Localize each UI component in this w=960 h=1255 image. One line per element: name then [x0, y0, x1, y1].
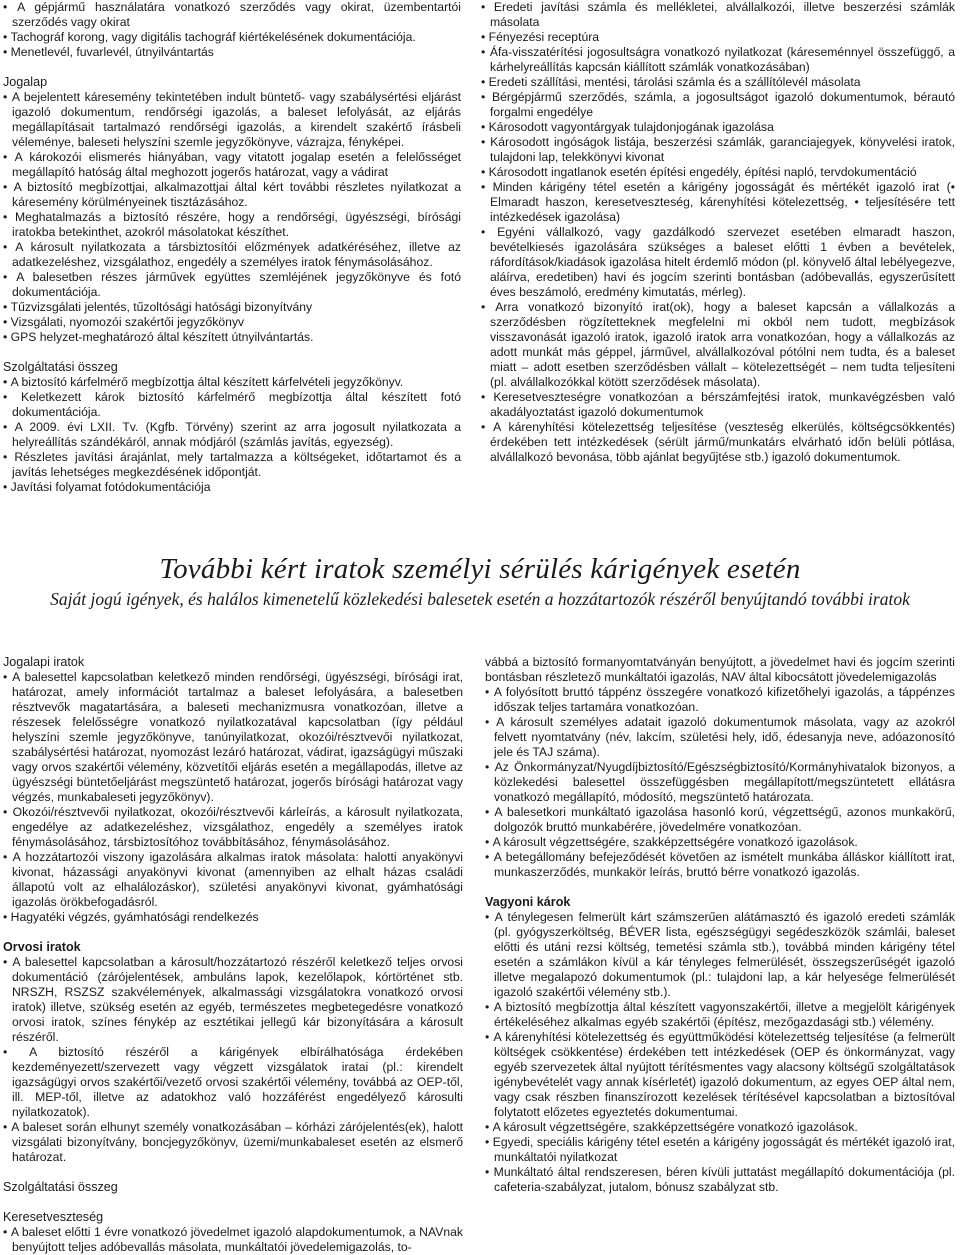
list-item: • A balesettel kapcsolatban a károsult/hozzátartozó részéről keletkező teljes orvosi dokumentáció (zárójelentések, ambuláns lapok, kezelőlapok, kórtörténet stb. NRSZH, RSZSZ szakvélemények, alkalmassági vizsgálatokra vonatkozó orvosi iratok) illetve, szükség esetén az egyéb, természetes megbetegedésre vonatkozó orvosi iratok, színes fénykép az esztétikai jellegű kár bizonyítására a károsult részéről.: [3, 955, 463, 1045]
list-item: • Tűzvizsgálati jelentés, tűzoltósági hatósági bizonyítvány: [3, 300, 461, 315]
bottom-right-column: [485, 655, 955, 1195]
list-item: • Egyéni vállalkozó, vagy gazdálkodó szervezet esetében elmaradt haszon, bevételkiesés igazolására szükséges a baleset előtti 1 évben a bevételek, ráfordítások/kiadások igazolása hitelt érdemlő módon (pl. könyvelő által lebélyegezve, aláírva, eredetiben) havi és jogcím szerinti bontásban (adóbevallás, egyszerűsített éves beszámoló, eredmény kimutatás, mérleg).: [481, 225, 955, 300]
list-item: • Arra vonatkozó bizonyító irat(ok), hogy a baleset kapcsán a vállalkozás a szerződésben rögzítetteknek megfelelni mi okból nem tudott, megbízások visszavonását igazoló iratok, igazoló iratok arra vonatkozóan, hogy a vállalkozás az adott munkát más géppel, járművel, alvállalkozóval pótólni nem tudta, és a baleset miatt – adott esetben szerződésben vállalt – kötelezettségét – nem tudta teljesíteni (pl. alvállalkozókkal kötött szerződések másolata).: [481, 300, 955, 390]
list-item: • A károsult végzettségére, szakképzettségére vonatkozó igazolások.: [485, 835, 955, 850]
list-item: • Munkáltató által rendszeresen, béren kívüli juttatást megállapító dokumentációja (pl. cafeteria-szabályzat, jutalom, bónusz szabályzat stb.: [485, 1165, 955, 1195]
list-item: • Vizsgálati, nyomozói szakértői jegyzőkönyv: [3, 315, 461, 330]
list-item: • A ténylegesen felmerült kárt számszerűen alátámasztó és igazoló eredeti számlák (pl. gyógyszerköltség, BÉVER lista, egészségügyi segédeszközök számlái, baleset előtti és utáni rezsi költség, temetési számla stb.), továbbá minden kárigény tétel esetén a számlákon kívül a kár tényleges felmerülését, összegszerűségét igazoló illetve megalapozó dokumentumok (pl.: tulajdoni lap, a kár helyesége felmerülését igazoló szakértői vélemény stb.).: [485, 910, 955, 1000]
list-item: • Áfa-visszatérítési jogosultságra vonatkozó nyilatkozat (káreseménnyel összefüggő, a kárhelyreállítás kapcsán kiállított számlák vonatkozásában): [481, 45, 955, 75]
list-item: • A balesetkori munkáltató igazolása hasonló korú, végzettségű, azonos munkakörű, dolgozók bruttó munkabérére, jövedelmére vonatkozóan.: [485, 805, 955, 835]
list-item: • Bérgépjármű szerződés, számla, a jogosultságot igazoló dokumentumok, bérautó forgalmi engedélye: [481, 90, 955, 120]
list-item: • A baleset során elhunyt személy vonatkozásában – kórházi zárójelentés(ek), halott vizsgálati bizonyítvány, boncjegyzőkönyv, üzemi/munkabaleset esetén az elsmerő határozat.: [3, 1120, 463, 1165]
list-item: • Az Önkormányzat/Nyugdíjbiztosító/Egészségbiztosító/Kormányhivatalok bizonyos, a közlekedési balesettel összefüggésben megállapított/megszüntetett ellátásra vonatkozó megállapító, módosító, megszüntető határozata.: [485, 760, 955, 805]
list-item: • A biztosító megbízottja által készített vagyonszakértői, illetve a megjelölt kárigények értékeléséhez alkalmas egyéb szakértői (építész, mezőgazdasági stb.) vélemény.: [485, 1000, 955, 1030]
top-right-column: [481, 0, 955, 465]
list-item: • A balesetben részes járművek együttes szemléjének jegyzőkönyve és fotó dokumentációja.: [3, 270, 461, 300]
section-title: További kért iratok személyi sérülés kárigények esetén: [159, 553, 801, 585]
list-item: • Okozói/résztvevői nyilatkozat, okozói/résztvevői kárleírás, a károsult nyilatkozata, engedélye az adatkezeléshez, vizsgálathoz, engedély a személyes iratok fénymásolásához, társbiztosítóhoz továbbításához, fénymásolásához.: [3, 805, 463, 850]
list-item: • Károsodott ingóságok listája, beszerzési számlák, garanciajegyek, könyvelési iratok, tulajdoni lap, telekkönyvi kivonat: [481, 135, 955, 165]
list-item: • A folyósított bruttó táppénz összegére vonatkozó kifizetőhelyi igazolás, a táppénzes időszak teljes tartamára vonatkozóan.: [485, 685, 955, 715]
list-item: • Fényezési receptúra: [481, 30, 955, 45]
list-item: • Meghatalmazás a biztosító részére, hogy a rendőrségi, ügyészségi, bírósági iratokba betekinthet, azokról másolatokat készíthet.: [3, 210, 461, 240]
top-left-column: [3, 0, 461, 495]
list-item: • Hagyatéki végzés, gyámhatósági rendelkezés: [3, 910, 463, 925]
paragraph: vábbá a biztosító formanyomtatványán benyújtott, a jövedelmet havi és jogcím szerinti bontásban részletező munkáltatói igazolás, NAV által kibocsátott jövedelemigazolás: [485, 655, 955, 684]
section-title-block: [0, 552, 960, 610]
list-item: • Keletkezett károk biztosító kárfelmérő megbízottja által készített fotó dokumentációja.: [3, 390, 461, 420]
section-heading: Jogalap: [3, 75, 48, 89]
list-item: • A balesettel kapcsolatban keletkező minden rendőrségi, ügyészségi, bírósági irat, határozat, amely információt tartalmaz a baleset lefolyására, a balesetben résztvevők magatartására, a baleseti mechanizmusra vonatkozóan, illetve a részesek felelősségre vonatkozó nyilatkozatával kapcsolatban (így például helyszíni szemle jegyzőkönyve, tanúnyilatkozat, okozói/résztvevői nyilatkozat, szabálysértési határozat, nyomozást lezáró határozat, vádirat, igazságügyi műszaki vagy orvos szakértői vélemény, közvetítői eljárás esetén a megállapodás, illetve az ügyészségi büntetőeljárást megszüntető határozat, jogerős bírósági határozat vagy végzés, munkabaleseti jegyzőkönyv).: [3, 670, 463, 805]
list-item: • Károsodott vagyontárgyak tulajdonjogának igazolása: [481, 120, 955, 135]
list-item: • Tachográf korong, vagy digitális tachográf kiértékelésének dokumentációja.: [3, 30, 461, 45]
list-item: • A biztosító kárfelmérő megbízottja által készített kárfelvételi jegyzőkönyv.: [3, 375, 461, 390]
section-heading: Vagyoni károk: [485, 895, 571, 909]
list-item: • Egyedi, speciális kárigény tétel esetén a kárigény jogosságát és mértékét igazoló irat, munkáltatói nyilatkozat: [485, 1135, 955, 1165]
list-item: • A betegállomány befejeződését követően az ismételt munkába álláskor kiállított irat, munkaszerződés, munkakör leírás, bruttó bérre vonatkozó igazolás.: [485, 850, 955, 880]
list-item: • A hozzátartozói viszony igazolására alkalmas iratok másolata: halotti anyakönyvi kivonat, házassági anyakönyvi kivonat (amennyiben az elhalt házas családi állapotú volt az elhalálozáskor), születési anyakönyvi kivonat, gyámhatósági igazolás örökbefogadásról.: [3, 850, 463, 910]
list-item: • GPS helyzet-meghatározó által készített útnyilvántartás.: [3, 330, 461, 345]
list-item: • Eredeti javítási számla és mellékletei, alvállalkozói, illetve beszerzési számlák másolata: [481, 0, 955, 30]
list-item: • Menetlevél, fuvarlevél, útnyilvántartás: [3, 45, 461, 60]
section-heading: Jogalapi iratok: [3, 655, 85, 669]
section-heading: Szolgáltatási összeg: [3, 1180, 118, 1194]
list-item: • A károkozói elismerés hiányában, vagy vitatott jogalap esetén a felelősséget megállapító hatóság által meghozott jogerős határozat, vagy a vádirat: [3, 150, 461, 180]
list-item: • Részletes javítási árajánlat, mely tartalmazza a költségeket, időtartamot és a javítás lehetséges megkezdésének időpontját.: [3, 450, 461, 480]
list-item: • A károsult személyes adatait igazoló dokumentumok másolata, vagy az azokról felvett nyomtatvány (név, lakcím, születési hely, idő, édesanyja neve, adóazonosító jele és TAJ száma).: [485, 715, 955, 760]
list-item: • A károsult nyilatkozata a társbiztosítói előzmények adatkéréséhez, illetve az adatkezeléshez, vizsgálathoz, engedély a személyes iratok fénymásolásához.: [3, 240, 461, 270]
list-item: • A bejelentett káresemény tekintetében indult büntető- vagy szabálysértési eljárást igazoló dokumentum, rendőrségi igazolás, a baleset lefolyását, az eljárás megállapításait tartalmazó rendőrségi igazolás, a kirendelt szakértő írásbeli véleménye, baleseti helyszíni szemle jegyzőkönyve, vázrajza, fényképei.: [3, 90, 461, 150]
list-item: • A 2009. évi LXII. Tv. (Kgfb. Törvény) szerint az arra jogosult nyilatkozata a helyreállítás szándékáról, annak módjáról (számlás javítás, egyezség).: [3, 420, 461, 450]
bottom-left-column: [3, 655, 463, 1255]
list-item: • Eredeti szállítási, mentési, tárolási számla és a szállítólevél másolata: [481, 75, 955, 90]
list-item: • A kárenyhítési kötelezettség és együttműködési kötelezettség teljesítése (a felmerült költségek csökkentése) érdekében tett intézkedések (OEP és önkormányzat, vagy egyéb szervezetek által nyújtott térítésmentes vagy alacsony költségű szolgáltatások igénybevételét vagy annak kísérletét) igazoló dokumentum, az egyes OEP által nem, vagy csak részben finanszírozott kezelések térítésével kapcsolatban a biztosítóval folytatott előzetes egyeztetés dokumentumai.: [485, 1030, 955, 1120]
list-item: • Minden kárigény tétel esetén a kárigény jogosságát és mértékét igazoló irat (• Elmaradt haszon, keresetveszteség, kárenyhítési kötelezettség, • teljesítésére tett intézkedések igazolása): [481, 180, 955, 225]
list-item: • Javítási folyamat fotódokumentációja: [3, 480, 461, 495]
section-heading: Orvosi iratok: [3, 940, 81, 954]
list-item: • Károsodott ingatlanok esetén építési engedély, építési napló, tervdokumentáció: [481, 165, 955, 180]
section-heading: Keresetveszteség: [3, 1210, 104, 1224]
list-item: • A károsult végzettségére, szakképzettségére vonatkozó igazolások.: [485, 1120, 955, 1135]
list-item: • A baleset előtti 1 évre vonatkozó jövedelmet igazoló alapdokumentumok, a NAVnak benyújtott teljes adóbevallás másolata, munkáltatói jövedelemigazolás, to-: [3, 1225, 463, 1255]
list-item: • A biztosító részéről a kárigények elbírálhatósága érdekében kezdeményezett/szervezett vagy végzett vizsgálatok iratai (pl.: kirendelt igazságügyi orvos szakértői/vezető orvosi szakértői vélemény, továbbá az OEP-től, ill. MEP-től, illetve az adatokhoz való hozzáférést engedélyező károsulti nyilatkozatok).: [3, 1045, 463, 1120]
section-heading: Szolgáltatási összeg: [3, 360, 118, 374]
section-subtitle: Saját jogú igények, és halálos kimenetelű közlekedési balesetek esetén a hozzátartozók részéről benyújtandó további iratok: [50, 589, 910, 609]
list-item: • A gépjármű használatára vonatkozó szerződés vagy okirat, üzembentartói szerződés vagy okirat: [3, 0, 461, 30]
list-item: • A kárenyhítési kötelezettség teljesítése (veszteség elkerülés, költségcsökkentés) érdekében tett intézkedések (sérült jármű/munkatárs elvárható időn belüli pótlása, alvállalkozó bevonása, több ajánlat begyűjtése stb.) igazoló dokumentumok.: [481, 420, 955, 465]
list-item: • A biztosító megbízottjai, alkalmazottjai által kért további részletes nyilatkozat a káresemény körülményeinek tisztázásához.: [3, 180, 461, 210]
list-item: • Keresetveszteségre vonatkozóan a bérszámfejtési iratok, munkavégzésben való akadályoztatást igazoló dokumentumok: [481, 390, 955, 420]
